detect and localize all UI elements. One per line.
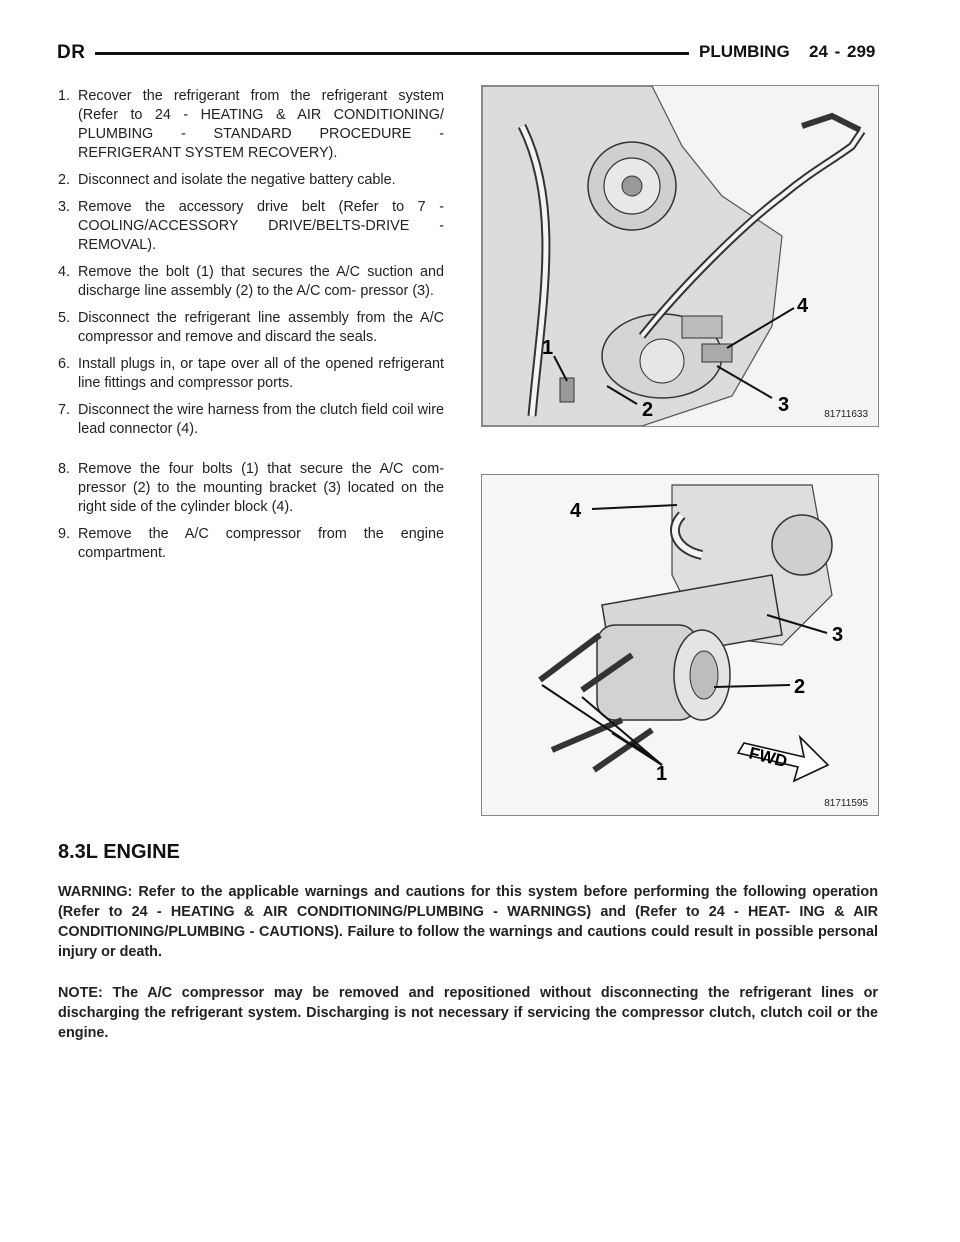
step-number: 9.: [58, 526, 71, 542]
note-paragraph: NOTE: The A/C compressor may be removed and repositioned without disconnecting the refrigerant lines or discharging the refrigerant system. Discharging is not necessary if servicing the compressor clutch, clutch coil or the engine.: [58, 985, 878, 1041]
step-item: [58, 87, 444, 163]
callout-3: 3: [778, 394, 790, 416]
engine-illustration-1: [482, 86, 878, 426]
figure-compressor-removal: [481, 474, 879, 816]
figure-id-label: 81711595: [824, 798, 868, 809]
callout-1: 1: [656, 763, 668, 785]
fwd-label: FWD: [747, 743, 790, 772]
step-item: [58, 263, 444, 301]
step-item: [58, 355, 444, 393]
callout-3: 3: [832, 624, 844, 646]
step-number: 7.: [58, 402, 71, 418]
step-item: [58, 460, 444, 517]
callout-2: 2: [642, 399, 654, 421]
step-number: 4.: [58, 264, 71, 280]
step-text: Disconnect and isolate the negative battery cable.: [78, 172, 396, 188]
procedure-steps-b: [58, 460, 444, 571]
compressor-illustration-2: [482, 475, 878, 815]
section-title: 8.3L ENGINE: [58, 841, 180, 863]
step-text: Remove the four bolts (1) that secure the A/C com- pressor (2) to the mounting bracket (3) located on the right side of the cylinder block (4).: [78, 461, 444, 515]
figure-ac-line-removal: [481, 85, 879, 427]
header-section-title: PLUMBING: [699, 42, 790, 61]
step-text: Install plugs in, or tape over all of the opened refrigerant line fittings and compressor ports.: [78, 356, 444, 391]
warning-paragraph: WARNING: Refer to the applicable warnings and cautions for this system before performing the following operation (Refer to 24 - HEATING & AIR CONDITIONING/PLUMBING - WARNINGS) and (Refer to 24 - HEAT- ING & AIR CONDITIONING/PLUMBING - CAUTIONS). Failure to follow the warnings and cautions could result in possible personal injury or death.: [58, 884, 878, 960]
step-number: 2.: [58, 172, 71, 188]
step-text: Recover the refrigerant from the refrigerant system (Refer to 24 - HEATING & AIR CONDITIONING/ PLUMBING - STANDARD PROCEDURE - REFRIGERANT SYSTEM RECOVERY).: [78, 88, 444, 161]
step-number: 5.: [58, 310, 71, 326]
step-item: [58, 198, 444, 255]
step-item: [58, 171, 444, 190]
header-vehicle-code: DR: [57, 42, 86, 63]
callout-4: 4: [570, 500, 582, 522]
header-rule: [95, 52, 689, 55]
callout-2: 2: [794, 676, 806, 698]
figure-id-label: 81711633: [824, 409, 868, 420]
step-text: Remove the accessory drive belt (Refer to 7 - COOLING/ACCESSORY DRIVE/BELTS-DRIVE - REMOVAL).: [78, 199, 444, 253]
step-item: [58, 309, 444, 347]
step-text: Disconnect the refrigerant line assembly from the A/C compressor and remove and discard the seals.: [78, 310, 444, 345]
step-text: Remove the bolt (1) that secures the A/C suction and discharge line assembly (2) to the A/C com- pressor (3).: [78, 264, 444, 299]
step-number: 1.: [58, 88, 71, 104]
callout-4: 4: [797, 295, 809, 317]
step-number: 6.: [58, 356, 71, 372]
callout-1: 1: [542, 337, 554, 359]
procedure-steps-a: [58, 87, 444, 447]
step-number: 8.: [58, 461, 71, 477]
step-text: Remove the A/C compressor from the engine compartment.: [78, 526, 444, 561]
step-number: 3.: [58, 199, 71, 215]
step-item: [58, 401, 444, 439]
header-page-number: 24 - 299: [809, 42, 876, 61]
step-text: Disconnect the wire harness from the clutch field coil wire lead connector (4).: [78, 402, 444, 437]
page-header: [57, 38, 877, 68]
step-item: [58, 525, 444, 563]
